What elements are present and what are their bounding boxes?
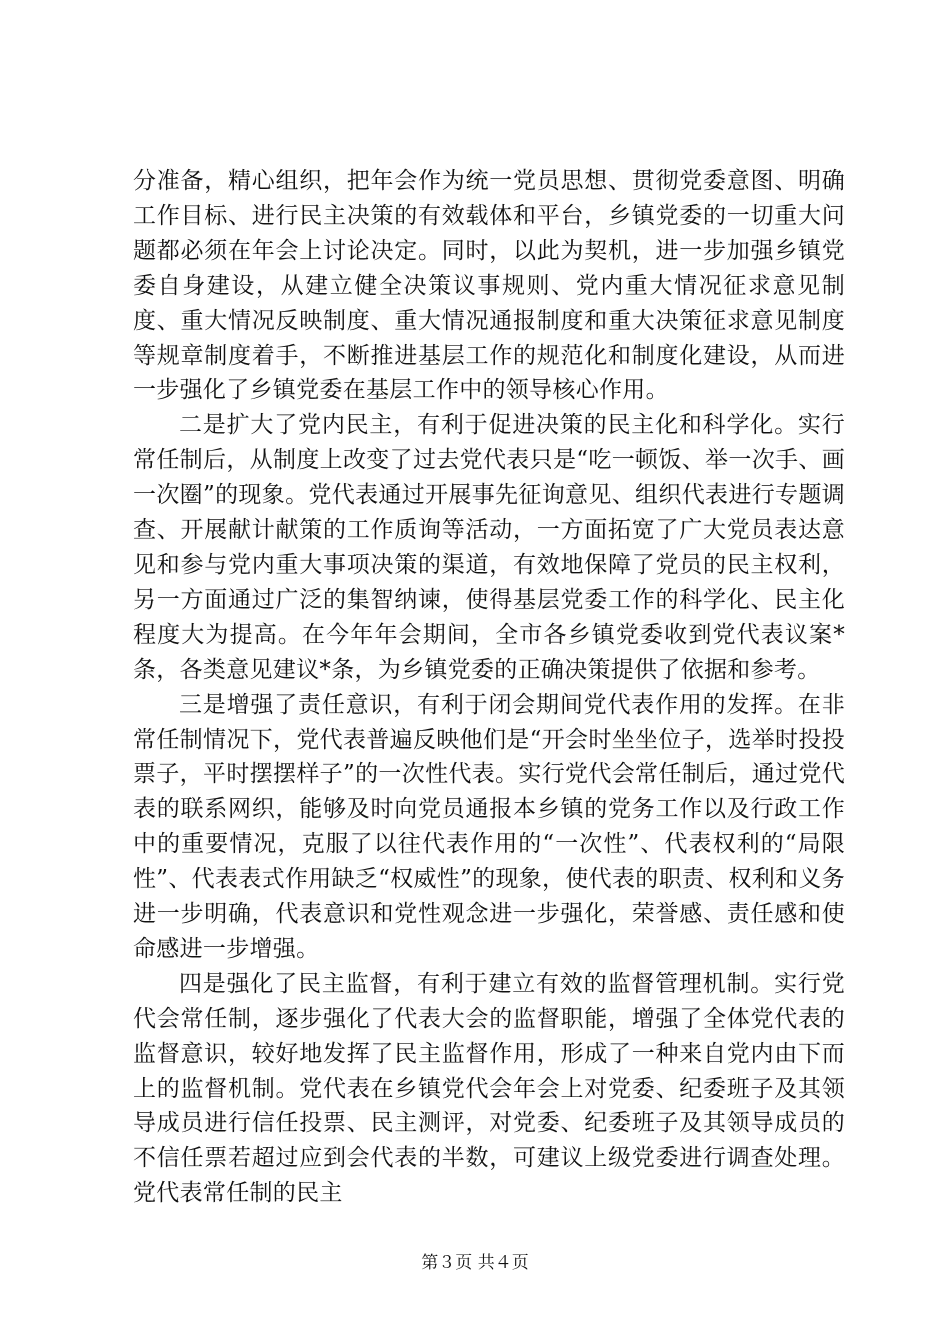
paragraph-democracy: 二是扩大了党内民主，有利于促进决策的民主化和科学化。实行常任制后，从制度上改变了过去党代表只是“吃一顿饭、举一次手、画一次圈”的现象。党代表通过开展事先征询意见、组织代表进行专题调查、开展献计献策的工作质询等活动，一方面拓宽了广大党员表达意见和参与党内重大事项决策的渠道，有效地保障了党员的民主权利，另一方面通过广泛的集智纳谏，使得基层党委工作的科学化、民主化程度大为提高。在今年年会期间，全市各乡镇党委收到党代表议案*条，各类意见建议*条，为乡镇党委的正确决策提供了依据和参考。	[133, 412, 845, 683]
document-body	[133, 164, 845, 1211]
paragraph-supervision: 四是强化了民主监督，有利于建立有效的监督管理机制。实行党代会常任制，逐步强化了代表大会的监督职能，增强了全体党代表的监督意识，较好地发挥了民主监督作用，形成了一种来自党内由下而上的监督机制。党代表在乡镇党代会年会上对党委、纪委班子及其领导成员进行信任投票、民主测评，对党委、纪委班子及其领导成员的不信任票若超过应到会代表的半数，可建议上级党委进行调查处理。党代表常任制的民主	[133, 970, 845, 1207]
page-footer: 第３页 共４页	[421, 1253, 529, 1273]
paragraph-continuation: 分准备，精心组织，把年会作为统一党员思想、贯彻党委意图、明确工作目标、进行民主决策的有效载体和平台，乡镇党委的一切重大问题都必须在年会上讨论决定。同时，以此为契机，进一步加强乡镇党委自身建设，从建立健全决策议事规则、党内重大情况征求意见制度、重大情况反映制度、重大情况通报制度和重大决策征求意见制度等规章制度着手，不断推进基层工作的规范化和制度化建设，从而进一步强化了乡镇党委在基层工作中的领导核心作用。	[133, 168, 845, 404]
paragraph-responsibility: 三是增强了责任意识，有利于闭会期间党代表作用的发挥。在非常任制情况下，党代表普遍反映他们是“开会时坐坐位子，选举时投投票子，平时摆摆样子”的一次性代表。实行党代会常任制后，通过党代表的联系网织，能够及时向党员通报本乡镇的党务工作以及行政工作中的重要情况，克服了以往代表作用的“一次性”、代表权利的“局限性”、代表表式作用缺乏“权威性”的现象，使代表的职责、权利和义务进一步明确，代表意识和党性观念进一步强化，荣誉感、责任感和使命感进一步增强。	[133, 691, 845, 962]
